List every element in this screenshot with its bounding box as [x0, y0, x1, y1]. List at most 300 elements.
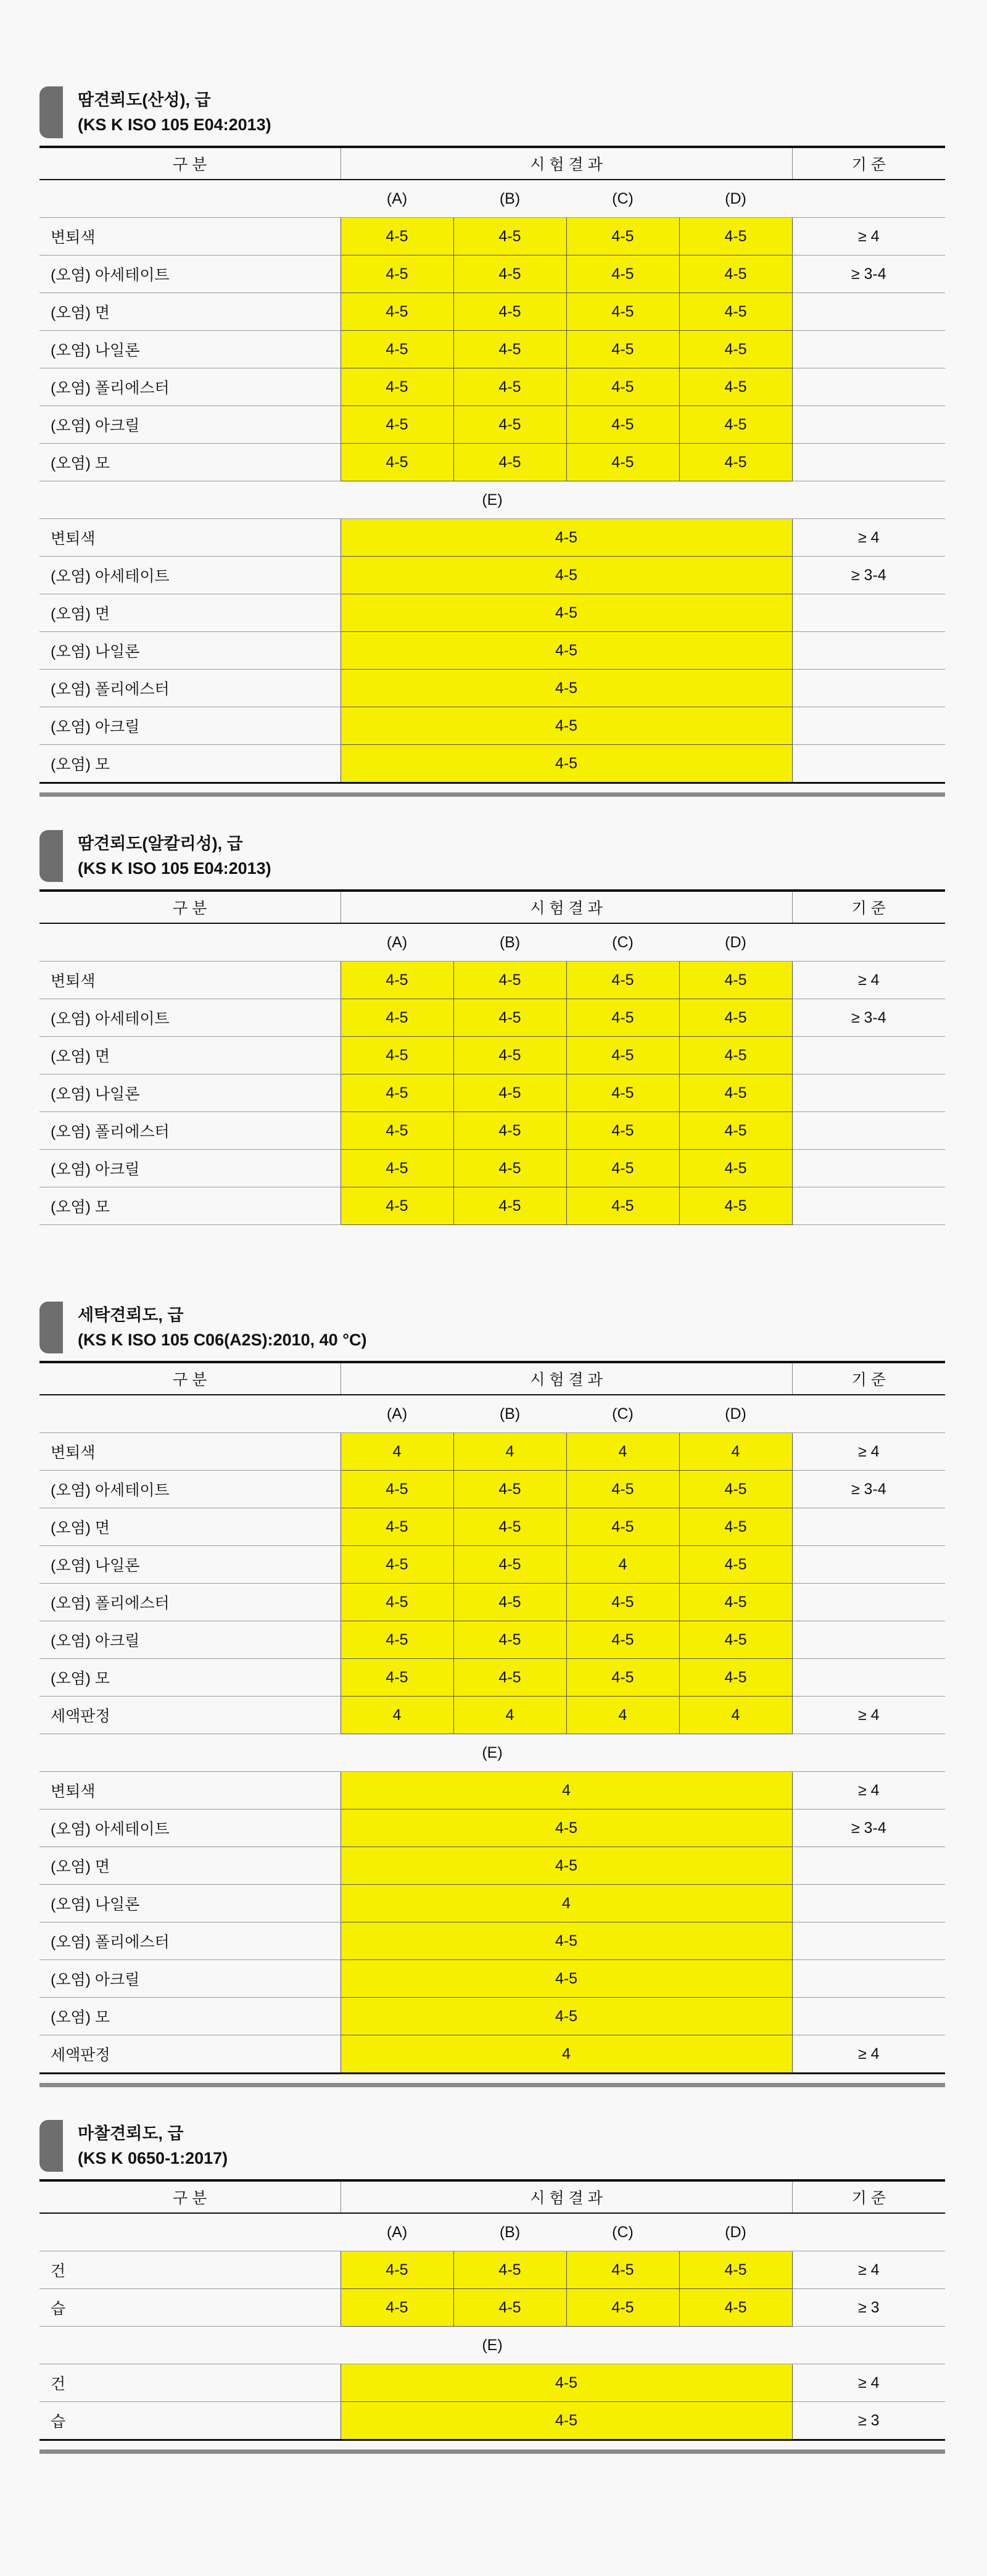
title-line2: (KS K ISO 105 E04:2013): [78, 859, 271, 878]
sample-label: (B): [453, 2213, 566, 2251]
row-label: 습: [39, 2402, 341, 2440]
result-cell: 4: [566, 1546, 679, 1584]
result-cell: 4: [341, 2035, 792, 2074]
title-marker: [39, 2120, 63, 2172]
result-cell: 4-5: [566, 2251, 679, 2289]
row-label: (오염) 나일론: [39, 632, 341, 670]
result-cell: 4-5: [341, 2364, 792, 2402]
standard-cell: ≥ 4: [792, 1433, 945, 1471]
section-title: [39, 1302, 945, 1361]
result-cell: 4-5: [566, 1112, 679, 1150]
results-table: [39, 889, 945, 1225]
table-row: [39, 1508, 945, 1546]
results-table: [39, 2179, 945, 2441]
header-category: 구 분: [39, 1362, 341, 1395]
result-cell: 4: [341, 1697, 453, 1734]
table-row: [39, 1960, 945, 1998]
sample-label: (D): [679, 1395, 792, 1433]
standard-cell: ≥ 3: [792, 2402, 945, 2440]
result-cell: 4-5: [341, 293, 453, 331]
standard-cell: [792, 1847, 945, 1885]
table-row: [39, 1471, 945, 1508]
result-cell: 4-5: [341, 519, 792, 557]
standard-cell: [792, 707, 945, 745]
sample-label: (C): [566, 180, 679, 218]
sample-label: (A): [341, 923, 453, 962]
sample-label: (D): [679, 180, 792, 218]
table-row: [39, 557, 945, 594]
result-cell: 4: [341, 1433, 453, 1471]
table-row: [39, 999, 945, 1037]
result-cell: 4-5: [341, 444, 453, 481]
result-cell: 4-5: [679, 962, 792, 999]
result-cell: 4-5: [341, 670, 792, 707]
result-cell: 4-5: [453, 999, 566, 1037]
standard-cell: [792, 745, 945, 783]
row-label: 변퇴색: [39, 962, 341, 999]
result-cell: 4-5: [453, 1037, 566, 1074]
result-cell: 4-5: [679, 2251, 792, 2289]
table-row: [39, 2402, 945, 2440]
result-cell: 4-5: [679, 331, 792, 368]
result-cell: 4-5: [566, 1187, 679, 1225]
table-row: [39, 331, 945, 368]
header-category: 구 분: [39, 891, 341, 923]
result-cell: 4-5: [566, 1471, 679, 1508]
table-row: [39, 2035, 945, 2074]
row-label: (오염) 나일론: [39, 1546, 341, 1584]
result-cell: 4-5: [566, 1584, 679, 1621]
sample-label: (E): [39, 1734, 945, 1772]
result-cell: 4-5: [679, 444, 792, 481]
sample-e-label-row: [39, 481, 945, 519]
table-row: [39, 1809, 945, 1847]
result-cell: 4-5: [341, 1621, 453, 1659]
result-cell: 4-5: [341, 1960, 792, 1998]
result-cell: 4-5: [341, 1508, 453, 1546]
result-cell: 4-5: [566, 293, 679, 331]
table-row: [39, 218, 945, 256]
table-row: [39, 1772, 945, 1809]
table-row: [39, 1621, 945, 1659]
result-cell: 4-5: [453, 1471, 566, 1508]
result-cell: 4-5: [679, 1584, 792, 1621]
header-category: 구 분: [39, 147, 341, 180]
row-label: (오염) 면: [39, 594, 341, 632]
standard-cell: [792, 1922, 945, 1960]
standard-cell: [792, 1150, 945, 1187]
result-cell: 4-5: [341, 632, 792, 670]
header-results: 시 험 결 과: [341, 2180, 792, 2213]
section-title: [39, 2120, 945, 2179]
row-label: (오염) 나일론: [39, 331, 341, 368]
result-cell: 4-5: [679, 1508, 792, 1546]
sample-label: (B): [453, 180, 566, 218]
table-row: [39, 1546, 945, 1584]
result-cell: 4-5: [566, 256, 679, 293]
row-label: 변퇴색: [39, 1433, 341, 1471]
result-cell: 4-5: [341, 406, 453, 444]
result-cell: 4-5: [679, 368, 792, 406]
result-cell: 4-5: [453, 293, 566, 331]
standard-cell: [792, 1998, 945, 2035]
result-cell: 4-5: [679, 1621, 792, 1659]
sample-label: (D): [679, 923, 792, 962]
standard-cell: ≥ 3-4: [792, 999, 945, 1037]
row-label: (오염) 아세테이트: [39, 557, 341, 594]
result-cell: 4-5: [341, 557, 792, 594]
result-cell: 4-5: [679, 1471, 792, 1508]
table-row: [39, 707, 945, 745]
row-label: (오염) 폴리에스터: [39, 368, 341, 406]
sample-label-row: [39, 2213, 945, 2251]
result-cell: 4-5: [679, 999, 792, 1037]
title-marker: [39, 86, 63, 138]
row-label: (오염) 아크릴: [39, 1960, 341, 1998]
standard-cell: ≥ 4: [792, 962, 945, 999]
result-cell: 4-5: [679, 1546, 792, 1584]
title-line2: (KS K ISO 105 C06(A2S):2010, 40 °C): [78, 1331, 367, 1349]
row-label: (오염) 면: [39, 293, 341, 331]
standard-cell: ≥ 3-4: [792, 256, 945, 293]
table-row: [39, 1433, 945, 1471]
header-standard: 기 준: [792, 147, 945, 180]
result-cell: 4-5: [341, 707, 792, 745]
section-divider: [39, 792, 945, 797]
result-cell: 4-5: [566, 2289, 679, 2327]
result-cell: 4-5: [341, 999, 453, 1037]
result-cell: 4-5: [453, 2289, 566, 2327]
section-title: [39, 86, 945, 146]
standard-cell: [792, 1885, 945, 1922]
result-cell: 4-5: [341, 594, 792, 632]
title-text: [78, 831, 271, 881]
title-marker: [39, 830, 63, 882]
result-cell: 4-5: [453, 1074, 566, 1112]
title-line1: 세탁견뢰도, 급: [78, 1306, 184, 1324]
result-cell: 4-5: [341, 1074, 453, 1112]
result-cell: 4-5: [341, 1546, 453, 1584]
result-cell: 4-5: [341, 962, 453, 999]
standard-cell: [792, 594, 945, 632]
table-row: [39, 2251, 945, 2289]
row-label: 변퇴색: [39, 519, 341, 557]
standard-cell: ≥ 4: [792, 2251, 945, 2289]
result-cell: 4-5: [679, 1150, 792, 1187]
table-row: [39, 1847, 945, 1885]
standard-cell: [792, 1037, 945, 1074]
result-cell: 4: [453, 1697, 566, 1734]
standard-cell: [792, 1621, 945, 1659]
row-label: (오염) 모: [39, 745, 341, 783]
table-row: [39, 256, 945, 293]
result-cell: 4-5: [566, 962, 679, 999]
result-cell: 4-5: [679, 406, 792, 444]
standard-cell: [792, 1074, 945, 1112]
table-row: [39, 293, 945, 331]
standard-cell: [792, 632, 945, 670]
result-cell: 4-5: [341, 2251, 453, 2289]
result-cell: 4: [679, 1697, 792, 1734]
row-label: (오염) 나일론: [39, 1885, 341, 1922]
sample-label: (E): [39, 2327, 945, 2364]
sample-label: (B): [453, 1395, 566, 1433]
result-cell: 4-5: [679, 1659, 792, 1697]
result-cell: 4-5: [341, 256, 453, 293]
sample-label: (C): [566, 1395, 679, 1433]
result-cell: 4-5: [341, 2402, 792, 2440]
result-cell: 4-5: [679, 1112, 792, 1150]
result-cell: 4-5: [566, 368, 679, 406]
row-label: (오염) 아크릴: [39, 406, 341, 444]
result-cell: 4: [341, 1772, 792, 1809]
row-label: 습: [39, 2289, 341, 2327]
table-row: [39, 632, 945, 670]
row-label: (오염) 폴리에스터: [39, 1112, 341, 1150]
result-cell: 4-5: [453, 444, 566, 481]
title-text: [78, 2121, 228, 2171]
standard-cell: ≥ 4: [792, 2364, 945, 2402]
result-cell: 4-5: [453, 2251, 566, 2289]
result-cell: 4-5: [566, 331, 679, 368]
standard-cell: ≥ 3: [792, 2289, 945, 2327]
row-label: (오염) 모: [39, 1187, 341, 1225]
result-cell: 4-5: [341, 1809, 792, 1847]
standard-cell: [792, 1508, 945, 1546]
result-cell: 4-5: [679, 2289, 792, 2327]
result-cell: 4-5: [453, 1112, 566, 1150]
table-row: [39, 1998, 945, 2035]
sample-e-label-row: [39, 2327, 945, 2364]
table-row: [39, 1150, 945, 1187]
header-standard: 기 준: [792, 2180, 945, 2213]
row-label: (오염) 아크릴: [39, 1621, 341, 1659]
sample-label: (C): [566, 923, 679, 962]
result-cell: 4-5: [341, 1037, 453, 1074]
result-cell: 4-5: [453, 331, 566, 368]
result-cell: 4: [566, 1697, 679, 1734]
table-row: [39, 962, 945, 999]
result-cell: 4-5: [453, 1584, 566, 1621]
standard-cell: ≥ 3-4: [792, 557, 945, 594]
header-category: 구 분: [39, 2180, 341, 2213]
result-cell: 4-5: [453, 218, 566, 256]
row-label: (오염) 모: [39, 444, 341, 481]
result-cell: 4-5: [566, 1074, 679, 1112]
row-label: (오염) 아세테이트: [39, 999, 341, 1037]
result-cell: 4-5: [566, 1508, 679, 1546]
table-row: [39, 2364, 945, 2402]
row-label: (오염) 아세테이트: [39, 1809, 341, 1847]
standard-cell: ≥ 4: [792, 519, 945, 557]
row-label: 변퇴색: [39, 218, 341, 256]
title-line1: 땀견뢰도(산성), 급: [78, 91, 211, 109]
sample-label: (A): [341, 180, 453, 218]
standard-cell: ≥ 3-4: [792, 1471, 945, 1508]
row-label: (오염) 폴리에스터: [39, 670, 341, 707]
standard-cell: ≥ 4: [792, 1697, 945, 1734]
header-results: 시 험 결 과: [341, 891, 792, 923]
standard-cell: ≥ 4: [792, 218, 945, 256]
row-label: (오염) 면: [39, 1847, 341, 1885]
result-cell: 4: [679, 1433, 792, 1471]
result-cell: 4-5: [341, 1112, 453, 1150]
table-row: [39, 670, 945, 707]
sample-label: (D): [679, 2213, 792, 2251]
result-cell: 4-5: [566, 406, 679, 444]
standard-cell: [792, 1112, 945, 1150]
result-cell: 4-5: [453, 1659, 566, 1697]
header-results: 시 험 결 과: [341, 1362, 792, 1395]
result-cell: 4-5: [566, 218, 679, 256]
standard-cell: [792, 1960, 945, 1998]
standard-cell: [792, 1187, 945, 1225]
result-cell: 4-5: [453, 1546, 566, 1584]
standard-cell: [792, 1584, 945, 1621]
result-cell: 4-5: [341, 218, 453, 256]
sample-label: (B): [453, 923, 566, 962]
standard-cell: ≥ 3-4: [792, 1809, 945, 1847]
title-line1: 땀견뢰도(알칼리성), 급: [78, 834, 243, 853]
section-divider: [39, 2449, 945, 2454]
result-cell: 4-5: [566, 1150, 679, 1187]
table-row: [39, 1074, 945, 1112]
table-row: [39, 519, 945, 557]
result-cell: 4-5: [679, 256, 792, 293]
table-row: [39, 1584, 945, 1621]
table-row: [39, 1922, 945, 1960]
result-cell: 4-5: [453, 1621, 566, 1659]
title-line1: 마찰견뢰도, 급: [78, 2124, 184, 2143]
standard-cell: [792, 670, 945, 707]
sample-label-row: [39, 923, 945, 962]
result-cell: 4-5: [341, 1584, 453, 1621]
standard-cell: [792, 1546, 945, 1584]
row-label: 변퇴색: [39, 1772, 341, 1809]
standard-cell: ≥ 4: [792, 2035, 945, 2074]
table-row: [39, 745, 945, 783]
row-label: (오염) 모: [39, 1998, 341, 2035]
result-cell: 4-5: [341, 368, 453, 406]
row-label: (오염) 나일론: [39, 1074, 341, 1112]
result-cell: 4-5: [566, 1659, 679, 1697]
section-rubbing: [39, 2120, 945, 2454]
table-row: [39, 1037, 945, 1074]
result-cell: 4-5: [341, 1847, 792, 1885]
sample-label: (E): [39, 481, 945, 519]
table-row: [39, 1885, 945, 1922]
result-cell: 4-5: [341, 331, 453, 368]
row-label: 건: [39, 2364, 341, 2402]
header-standard: 기 준: [792, 891, 945, 923]
standard-cell: [792, 444, 945, 481]
result-cell: 4-5: [341, 1150, 453, 1187]
row-label: 건: [39, 2251, 341, 2289]
row-label: (오염) 아세테이트: [39, 256, 341, 293]
header-standard: 기 준: [792, 1362, 945, 1395]
row-label: (오염) 아크릴: [39, 1150, 341, 1187]
row-label: 세액판정: [39, 2035, 341, 2074]
result-cell: 4-5: [566, 1621, 679, 1659]
result-cell: 4-5: [341, 1471, 453, 1508]
result-cell: 4-5: [566, 444, 679, 481]
result-cell: 4-5: [341, 1187, 453, 1225]
sample-label-row: [39, 1395, 945, 1433]
result-cell: 4-5: [679, 1037, 792, 1074]
result-cell: 4-5: [453, 256, 566, 293]
table-row: [39, 1659, 945, 1697]
standard-cell: [792, 368, 945, 406]
result-cell: 4-5: [679, 218, 792, 256]
title-marker: [39, 1302, 63, 1353]
sample-label: (C): [566, 2213, 679, 2251]
result-cell: 4-5: [679, 293, 792, 331]
result-cell: 4: [453, 1433, 566, 1471]
standard-cell: [792, 331, 945, 368]
row-label: (오염) 면: [39, 1037, 341, 1074]
sample-e-label-row: [39, 1734, 945, 1772]
row-label: (오염) 폴리에스터: [39, 1584, 341, 1621]
row-label: (오염) 면: [39, 1508, 341, 1546]
standard-cell: [792, 293, 945, 331]
sample-label-row: [39, 180, 945, 218]
title-text: [78, 88, 271, 137]
sample-label: (A): [341, 2213, 453, 2251]
result-cell: 4-5: [679, 1074, 792, 1112]
section-perspiration-acid: [39, 86, 945, 797]
result-cell: 4-5: [341, 2289, 453, 2327]
section-title: [39, 830, 945, 889]
table-row: [39, 1697, 945, 1734]
result-cell: 4-5: [679, 1187, 792, 1225]
result-cell: 4-5: [341, 1998, 792, 2035]
standard-cell: ≥ 4: [792, 1772, 945, 1809]
table-row: [39, 2289, 945, 2327]
standard-cell: [792, 1659, 945, 1697]
section-washing: [39, 1302, 945, 2087]
section-perspiration-alkaline: [39, 830, 945, 1225]
row-label: 세액판정: [39, 1697, 341, 1734]
row-label: (오염) 아크릴: [39, 707, 341, 745]
result-cell: 4: [341, 1885, 792, 1922]
result-cell: 4-5: [341, 1659, 453, 1697]
result-cell: 4-5: [341, 745, 792, 783]
table-row: [39, 444, 945, 481]
result-cell: 4-5: [453, 1187, 566, 1225]
title-line2: (KS K ISO 105 E04:2013): [78, 115, 271, 134]
section-divider: [39, 2083, 945, 2087]
header-results: 시 험 결 과: [341, 147, 792, 180]
results-table: [39, 146, 945, 784]
standard-cell: [792, 406, 945, 444]
title-text: [78, 1303, 366, 1352]
result-cell: 4-5: [453, 368, 566, 406]
sample-label: (A): [341, 1395, 453, 1433]
result-cell: 4-5: [453, 406, 566, 444]
row-label: (오염) 아세테이트: [39, 1471, 341, 1508]
result-cell: 4-5: [453, 1150, 566, 1187]
row-label: (오염) 폴리에스터: [39, 1922, 341, 1960]
result-cell: 4: [566, 1433, 679, 1471]
result-cell: 4-5: [566, 999, 679, 1037]
results-table: [39, 1361, 945, 2074]
row-label: (오염) 모: [39, 1659, 341, 1697]
result-cell: 4-5: [566, 1037, 679, 1074]
result-cell: 4-5: [453, 1508, 566, 1546]
table-row: [39, 1187, 945, 1225]
table-row: [39, 406, 945, 444]
table-row: [39, 594, 945, 632]
